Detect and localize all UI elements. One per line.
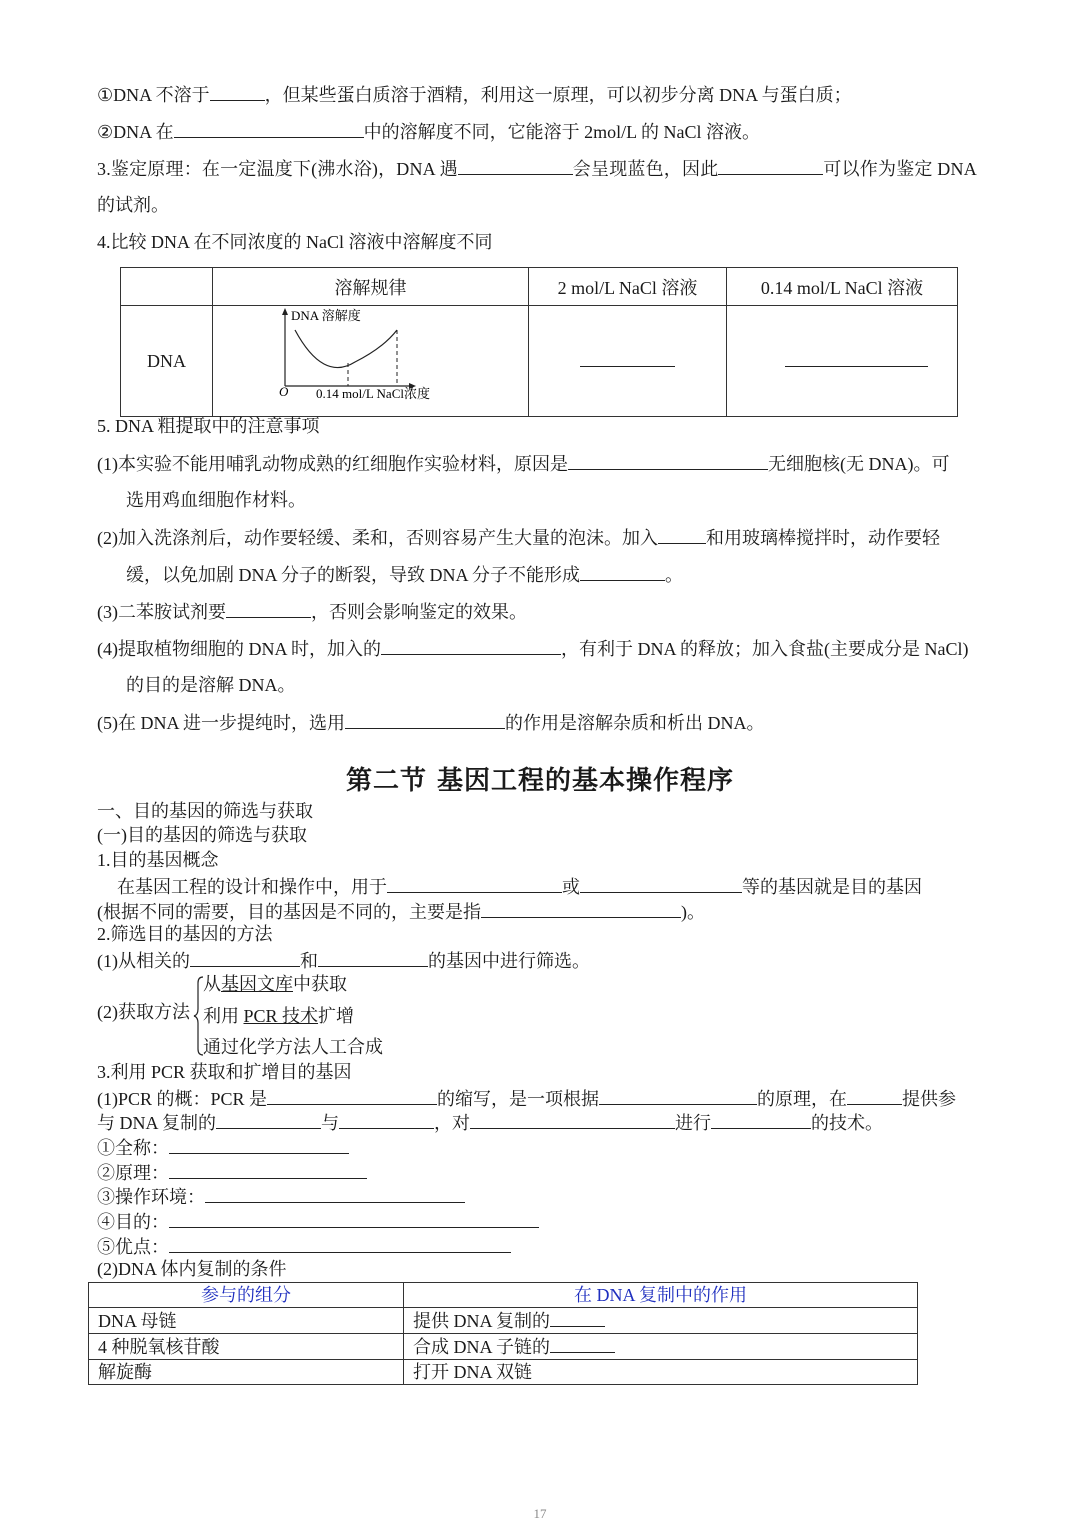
note-2	[97, 525, 940, 550]
note-1	[97, 451, 950, 476]
text: 在基因工程的设计和操作中，用于	[117, 877, 387, 897]
pcr-item	[97, 1160, 367, 1184]
text: 从	[203, 974, 221, 994]
row-label: DNA	[121, 306, 213, 417]
text: 和用玻璃棒搅拌时，动作要轻	[706, 528, 940, 548]
concept-line	[117, 874, 922, 898]
text: ②DNA 在	[97, 122, 174, 142]
text: 与	[321, 1113, 340, 1133]
text: 缓，以免加剧 DNA 分子的断裂，导致 DNA 分子不能形成	[126, 565, 581, 585]
text: 会呈现蓝色，因此	[572, 159, 719, 179]
text: 的作用是溶解杂质和析出 DNA。	[505, 713, 765, 733]
text: ，有利于 DNA 的释放；加入食盐(主要成分是 NaCl)	[561, 639, 969, 659]
blank[interactable]	[267, 1086, 437, 1105]
text: 提供参	[902, 1089, 957, 1109]
text: ③操作环境：	[97, 1187, 205, 1207]
text: 的缩写，是一项根据	[437, 1089, 600, 1109]
heading: (2)DNA 体内复制的条件	[97, 1259, 287, 1279]
text: (4)提取植物细胞的 DNA 时，加入的	[97, 639, 381, 659]
text: 基因文库	[221, 974, 293, 994]
text: 利用	[203, 1006, 244, 1026]
text: 等的基因就是目的基因	[742, 877, 922, 897]
section-title: 第二节 基因工程的基本操作程序	[345, 766, 735, 796]
answer-cell[interactable]	[529, 306, 727, 417]
text: (1)PCR 的概：PCR 是	[97, 1089, 268, 1109]
line-dna-nacl	[97, 119, 760, 144]
header-cell	[121, 268, 213, 306]
text: 中获取	[293, 974, 347, 994]
blank[interactable]	[345, 710, 505, 729]
note-2-cont	[126, 562, 683, 587]
blank[interactable]	[205, 1184, 465, 1203]
pcr-line-2	[97, 1110, 883, 1134]
text: PCR 技术	[243, 1006, 319, 1026]
blank[interactable]	[458, 156, 573, 175]
text: ⑤优点：	[97, 1237, 169, 1257]
blank[interactable]	[785, 365, 928, 367]
blank[interactable]	[318, 948, 428, 967]
pcr-item	[97, 1135, 349, 1159]
blank[interactable]	[711, 1110, 811, 1129]
blank[interactable]	[568, 451, 768, 470]
blank[interactable]	[550, 1308, 605, 1327]
text: 选用鸡血细胞作材料。	[126, 490, 306, 510]
heading: 3.利用 PCR 获取和扩增目的基因	[97, 1062, 352, 1082]
text: 和	[300, 951, 318, 971]
text: 的基因中进行筛选。	[428, 951, 590, 971]
y-axis-arrow	[282, 308, 288, 315]
blank[interactable]	[580, 874, 742, 893]
text: 或	[562, 877, 580, 897]
method-item	[203, 1005, 354, 1027]
cell: DNA 母链	[89, 1308, 404, 1334]
text: 无细胞核(无 DNA)。可	[768, 454, 950, 474]
heading: 一、目的基因的筛选与获取	[97, 801, 313, 821]
blank[interactable]	[210, 82, 265, 101]
blank[interactable]	[216, 1110, 321, 1129]
screen-line	[97, 948, 590, 972]
pcr-item	[97, 1209, 539, 1233]
note-4	[97, 636, 969, 661]
text: ④目的：	[97, 1212, 169, 1232]
text: 进行	[675, 1113, 712, 1133]
text: 可以作为鉴定 DNA	[823, 159, 977, 179]
text: 的原理，在	[757, 1089, 848, 1109]
text: ①全称：	[97, 1138, 169, 1158]
text: 提供 DNA 复制的	[413, 1311, 551, 1331]
text: 3.鉴定原理：在一定温度下(沸水浴)，DNA 遇	[97, 159, 458, 179]
text: 扩增	[318, 1006, 355, 1026]
blank[interactable]	[381, 636, 561, 655]
blank[interactable]	[580, 365, 675, 367]
text: ①DNA 不溶于	[97, 85, 210, 105]
pcr-item	[97, 1184, 465, 1208]
answer-cell[interactable]	[727, 306, 958, 417]
methods-label: (2)获取方法	[97, 1002, 190, 1022]
text: (1)本实验不能用哺乳动物成熟的红细胞作实验材料，原因是	[97, 454, 568, 474]
note-5	[97, 710, 765, 735]
heading: 1.目的基因概念	[97, 850, 219, 870]
table-row	[89, 1360, 918, 1385]
blank[interactable]	[339, 1110, 434, 1129]
blank[interactable]	[169, 1234, 511, 1253]
cell: 4 种脱氧核苷酸	[89, 1334, 404, 1360]
blank[interactable]	[226, 599, 311, 618]
blank[interactable]	[847, 1086, 902, 1105]
cell	[404, 1334, 918, 1360]
text: (根据不同的需要，目的基因是不同的，主要是指	[97, 902, 481, 922]
blank[interactable]	[190, 948, 300, 967]
blank[interactable]	[550, 1334, 615, 1353]
blank[interactable]	[169, 1209, 539, 1228]
blank[interactable]	[387, 874, 562, 893]
text: ，否则会影响鉴定的效果。	[311, 602, 527, 622]
method-item	[203, 973, 347, 995]
heading: (一)目的基因的筛选与获取	[97, 825, 307, 845]
text: )。	[681, 902, 705, 922]
text: 的目的是溶解 DNA。	[126, 675, 296, 695]
dna-replication-table	[88, 1282, 918, 1385]
line-dna-alcohol	[97, 82, 852, 107]
note-3	[97, 599, 527, 624]
y-axis-label: DNA 溶解度	[291, 308, 361, 323]
cell: 解旋酶	[89, 1360, 404, 1385]
blank[interactable]	[470, 1110, 675, 1129]
heading: 5. DNA 粗提取中的注意事项	[97, 416, 320, 436]
text: 。	[665, 565, 684, 585]
blank[interactable]	[580, 562, 665, 581]
heading: 2.筛选目的基因的方法	[97, 924, 273, 944]
text: 通过化学方法人工合成	[203, 1037, 383, 1057]
origin-label: O	[279, 384, 289, 399]
blank[interactable]	[169, 1135, 349, 1154]
x-axis-label: 0.14 mol/L NaCl浓度	[316, 386, 430, 401]
solubility-graph	[213, 306, 528, 411]
text: 与 DNA 复制的	[97, 1113, 217, 1133]
heading: 4.比较 DNA 在不同浓度的 NaCl 溶液中溶解度不同	[97, 232, 493, 252]
text: (1)从相关的	[97, 951, 190, 971]
blank[interactable]	[718, 156, 823, 175]
header-cell: 溶解规律	[213, 268, 529, 306]
pcr-item	[97, 1234, 511, 1258]
text: 的试剂。	[97, 195, 169, 215]
method-item	[203, 1036, 383, 1058]
text: 中的溶解度不同，它能溶于 2mol/L 的 NaCl 溶液。	[363, 122, 760, 142]
blank[interactable]	[658, 525, 706, 544]
table-row	[89, 1334, 918, 1360]
solubility-curve	[295, 330, 397, 368]
page-number: 17	[533, 1506, 547, 1521]
blank[interactable]	[169, 1160, 367, 1179]
text: 合成 DNA 子链的	[413, 1337, 551, 1357]
header-cell: 在 DNA 复制中的作用	[404, 1283, 918, 1308]
text: 的技术。	[811, 1113, 884, 1133]
text: ②原理：	[97, 1163, 169, 1183]
pcr-line	[97, 1086, 956, 1110]
solubility-graph-cell	[213, 306, 529, 417]
text: ，但某些蛋白质溶于酒精，利用这一原理，可以初步分离 DNA 与蛋白质；	[264, 85, 852, 105]
concept-line-2	[97, 899, 705, 923]
blank[interactable]	[599, 1086, 757, 1105]
table-row	[89, 1308, 918, 1334]
text: (5)在 DNA 进一步提纯时，选用	[97, 713, 345, 733]
line-identification	[97, 156, 977, 181]
blank[interactable]	[481, 899, 681, 918]
header-cell: 0.14 mol/L NaCl 溶液	[727, 268, 958, 306]
dna-solubility-table	[120, 267, 958, 417]
header-cell: 2 mol/L NaCl 溶液	[529, 268, 727, 306]
header-cell: 参与的组分	[89, 1283, 404, 1308]
blank[interactable]	[174, 119, 364, 138]
cell	[404, 1308, 918, 1334]
text: ，对	[434, 1113, 471, 1133]
cell: 打开 DNA 双链	[404, 1360, 918, 1385]
text: (3)二苯胺试剂要	[97, 602, 226, 622]
text: (2)加入洗涤剂后，动作要轻缓、柔和，否则容易产生大量的泡沫。加入	[97, 528, 658, 548]
